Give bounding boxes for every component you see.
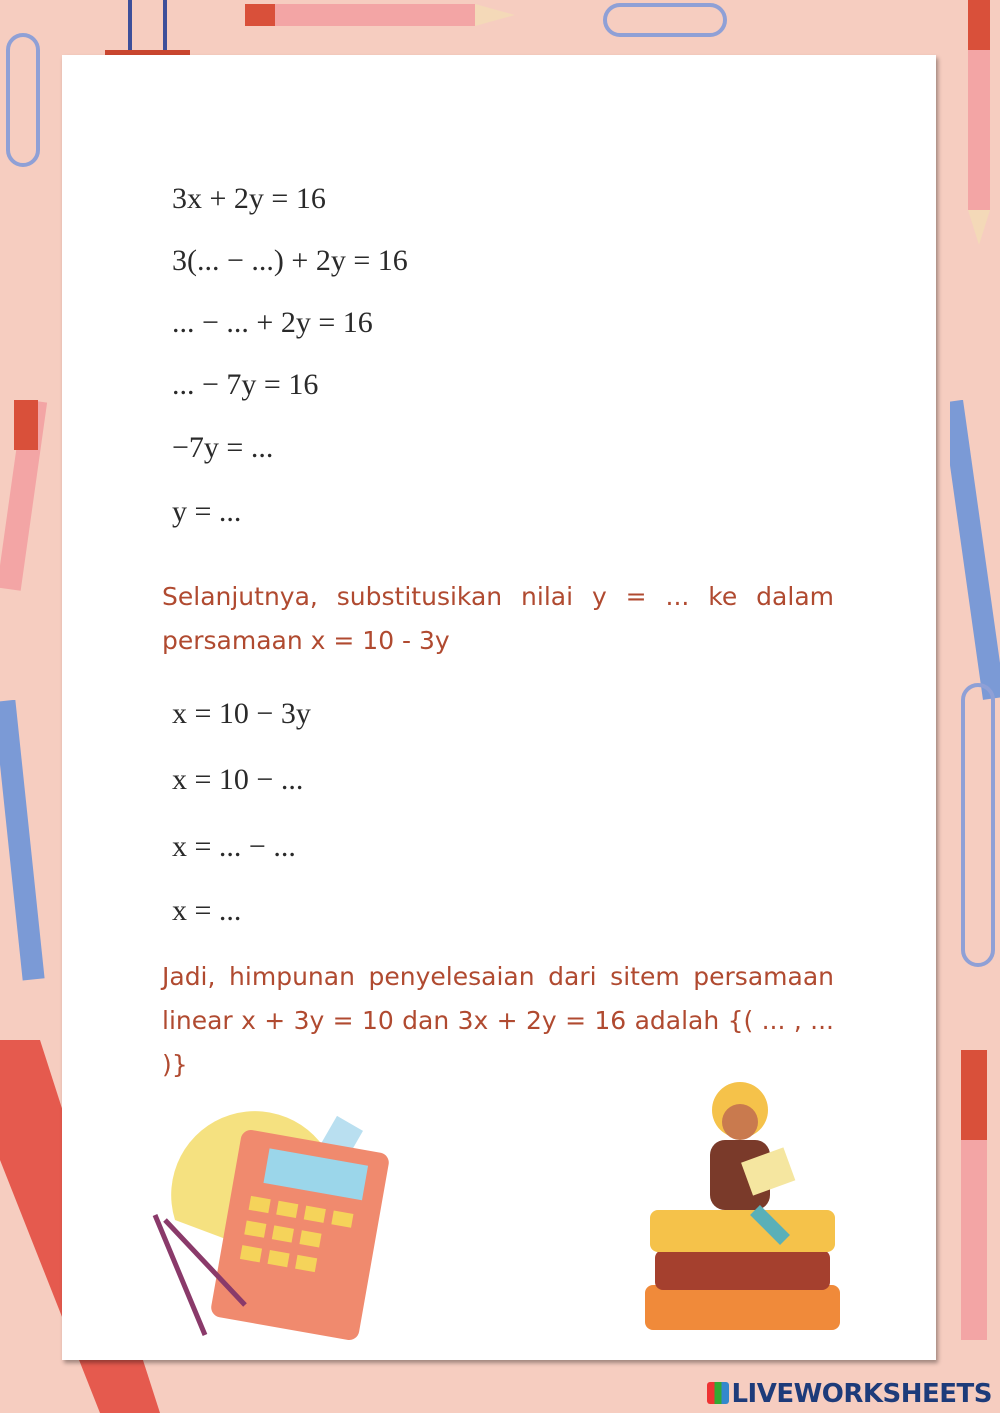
pen-icon: [950, 400, 1000, 720]
paperclip-icon: [600, 0, 730, 45]
pencil-icon: [245, 0, 525, 40]
step-x-1: x = 10 − 3y: [172, 697, 311, 730]
liveworksheets-logo-icon: [707, 1382, 729, 1404]
step-x-2: x = 10 − ...: [172, 763, 304, 796]
step-y-5: −7y = ...: [172, 431, 274, 464]
step-y-6: y = ...: [172, 495, 242, 528]
step-x-4: x = ...: [172, 894, 242, 927]
step-y-1: 3x + 2y = 16: [172, 182, 326, 215]
liveworksheets-watermark: LIVEWORKSHEETS: [707, 1379, 992, 1409]
substitution-instruction: Selanjutnya, substitusikan nilai y = ... ke dalam persamaan x = 10 - 3y: [162, 582, 834, 655]
pencil-icon: [955, 1050, 1000, 1350]
step-y-4: ... − 7y = 16: [172, 368, 319, 401]
conclusion-text: Jadi, himpunan penyelesaian dari sitem persamaan linear x + 3y = 10 dan 3x + 2y = 16 adalah {( ... , ... )}: [162, 962, 834, 1079]
paperclip-icon: [0, 30, 50, 170]
pencil-icon: [0, 400, 55, 600]
step-x-3: x = ... − ...: [172, 830, 296, 863]
pencil-icon: [960, 0, 1000, 250]
step-y-3: ... − ... + 2y = 16: [172, 306, 373, 339]
step-y-2: 3(... − ...) + 2y = 16: [172, 244, 408, 277]
calculator-tools-illustration: [145, 1110, 395, 1340]
girl-reading-on-books-illustration: [635, 1080, 850, 1340]
paperclip-icon: [955, 680, 1000, 980]
pen-icon: [0, 700, 45, 1000]
